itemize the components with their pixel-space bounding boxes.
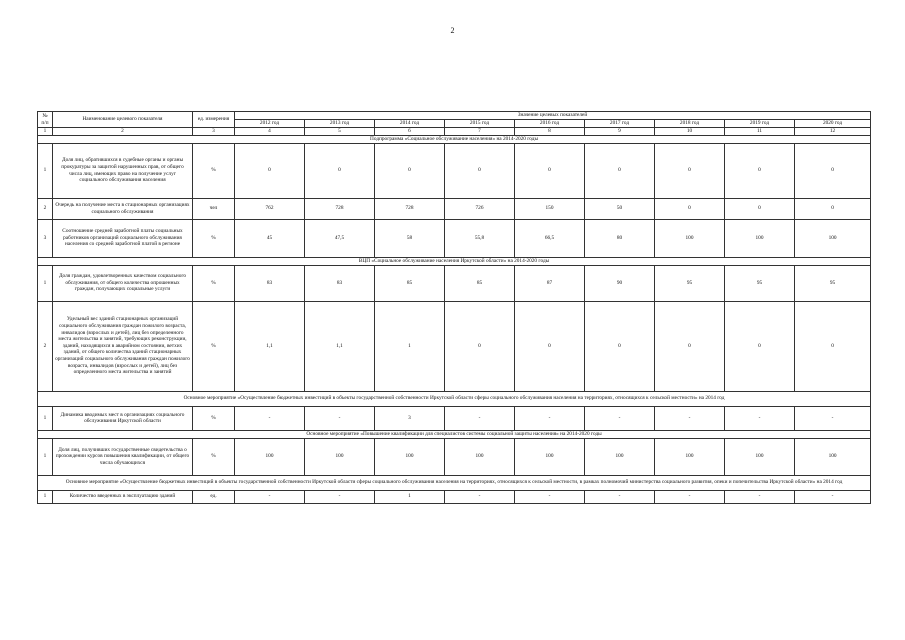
indicator-name: Динамика вводимых мест в организациях социального обслуживания Иркутской области [53,406,193,430]
year-header: 2019 год [725,120,795,128]
value-cell: 85 [375,265,445,301]
value-cell: 87 [515,265,585,301]
section-title-row [38,391,871,406]
column-number: 2 [53,128,193,136]
value-cell: 66,5 [515,219,585,257]
value-cell: - [445,490,515,503]
value-cell: - [725,406,795,430]
value-cell: 3 [375,406,445,430]
value-cell: 0 [445,143,515,198]
value-cell: 728 [305,198,375,219]
value-cell: 762 [235,198,305,219]
column-number: 9 [585,128,655,136]
header-unit: ед. измерения [193,112,235,128]
value-cell: 85 [445,265,515,301]
value-cell: 100 [795,438,871,475]
table-row [38,301,871,391]
indicator-name: Удельный вес зданий стационарных организаций социального обслуживания граждан пожилого возраста, инвалидов (взрослых и детей), лиц без определенного места жительства и занятий, требующих реконструкции, зданий, находящихся в аварийном состоянии, ветхих зданий, от общего количества зданий стационарных организаций социального обслуживания граждан пожилого возраста, инвалидов (взрослых и детей), лиц без определенного места жительства и занятий [53,301,193,391]
value-cell: - [235,406,305,430]
column-number: 1 [38,128,53,136]
value-cell: 1,1 [235,301,305,391]
value-cell: 58 [375,219,445,257]
header-values-title: Значение целевых показателей [235,112,871,120]
table-row [38,438,871,475]
table-row [38,143,871,198]
year-header: 2018 год [655,120,725,128]
value-cell: 728 [375,198,445,219]
year-header: 2015 год [445,120,515,128]
value-cell: 45 [235,219,305,257]
value-cell: 0 [655,198,725,219]
value-cell: - [655,406,725,430]
value-cell: 100 [445,438,515,475]
unit: % [193,301,235,391]
year-header: 2014 год [375,120,445,128]
header-num: № п/п [38,112,53,128]
value-cell: - [795,490,871,503]
column-number: 4 [235,128,305,136]
page-number: 2 [450,26,455,35]
column-number: 6 [375,128,445,136]
unit: % [193,265,235,301]
indicator-name: Доля лиц, обратившихся в судебные органы и органы прокуратуры за защитой нарушенных прав, от общего числа лиц, имеющих право на получение услуг социального обслуживания населения [53,143,193,198]
row-number: 3 [38,219,53,257]
value-cell: 83 [305,265,375,301]
table-row [38,406,871,430]
section-title-row [38,135,871,143]
table-row [38,265,871,301]
section-title-row [38,475,871,490]
value-cell: 0 [235,143,305,198]
unit: % [193,143,235,198]
column-numbers-row [38,128,871,136]
column-number: 7 [445,128,515,136]
year-header: 2012 год [235,120,305,128]
target-indicators-table [37,111,871,504]
value-cell: 50 [585,198,655,219]
value-cell: 0 [445,301,515,391]
column-number: 10 [655,128,725,136]
value-cell: 0 [655,301,725,391]
value-cell: 0 [655,143,725,198]
section-title: Основное мероприятие «Осуществление бюджетных инвестиций в объекты государственной собственности Иркутской области сферы социального обслуживания населения на территориях, относящихся к сельской местности, в рамках полномочий министерства социального развития, опеки и попечительства Иркутской области» на 2014 год [38,475,871,490]
row-number: 1 [38,143,53,198]
value-cell: 150 [515,198,585,219]
value-cell: 1,1 [305,301,375,391]
value-cell: 0 [725,198,795,219]
year-header: 2017 год [585,120,655,128]
year-header: 2013 год [305,120,375,128]
value-cell: 0 [585,301,655,391]
value-cell: 100 [515,438,585,475]
unit: чел [193,198,235,219]
value-cell: 100 [725,438,795,475]
indicator-name: Соотношение средней заработной платы социальных работников организаций социального обслуживания населения со средней заработной платой в регионе [53,219,193,257]
value-cell: 0 [515,143,585,198]
column-number: 8 [515,128,585,136]
table-row [38,198,871,219]
value-cell: 100 [585,438,655,475]
value-cell: 95 [795,265,871,301]
value-cell: - [725,490,795,503]
year-header: 2020 год [795,120,871,128]
value-cell: - [585,490,655,503]
row-number: 2 [38,301,53,391]
row-number: 1 [38,265,53,301]
section-title: Основное мероприятие «Повышение квалификации для специалистов системы социальной защиты населения» на 2014-2020 годы [38,430,871,438]
value-cell: 0 [795,301,871,391]
value-cell: 0 [725,301,795,391]
value-cell: 100 [655,438,725,475]
value-cell: 80 [585,219,655,257]
unit: % [193,438,235,475]
value-cell: 0 [725,143,795,198]
value-cell: - [235,490,305,503]
indicator-name: Доля граждан, удовлетворенных качеством социального обслуживания, от общего количества опрошенных граждан, получающих социальные услуги [53,265,193,301]
column-number: 3 [193,128,235,136]
value-cell: 55,8 [445,219,515,257]
value-cell: - [305,406,375,430]
indicator-name: Доля лиц, получивших государственные свидетельства о прохождении курсов повышения квалификации, от общего числа обучающихся [53,438,193,475]
value-cell: 47,5 [305,219,375,257]
value-cell: 100 [235,438,305,475]
header-name: Наименование целевого показателя [53,112,193,128]
value-cell: - [585,406,655,430]
value-cell: - [515,490,585,503]
column-number: 12 [795,128,871,136]
value-cell: - [305,490,375,503]
value-cell: 726 [445,198,515,219]
value-cell: 95 [725,265,795,301]
table-row [38,490,871,503]
table-row [38,219,871,257]
row-number: 1 [38,438,53,475]
section-title-row [38,430,871,438]
value-cell: 100 [655,219,725,257]
value-cell: 0 [305,143,375,198]
column-number: 5 [305,128,375,136]
section-title: ВЦП «Социальное обслуживание населения Иркутской области» на 2014-2020 годы [38,257,871,265]
value-cell: - [515,406,585,430]
row-number: 1 [38,490,53,503]
value-cell: 95 [655,265,725,301]
value-cell: 83 [235,265,305,301]
value-cell: 100 [725,219,795,257]
value-cell: - [445,406,515,430]
value-cell: - [795,406,871,430]
section-title: Основное мероприятие «Осуществление бюджетных инвестиций в объекты государственной собственности Иркутской области сферы социального обслуживания населения на территориях, относящихся к сельской местности» на 2014 год [38,391,871,406]
value-cell: 0 [795,198,871,219]
section-title-row [38,257,871,265]
indicator-name: Количество введенных в эксплуатацию зданий [53,490,193,503]
value-cell: 90 [585,265,655,301]
value-cell: - [655,490,725,503]
value-cell: 1 [375,490,445,503]
value-cell: 100 [375,438,445,475]
year-header: 2016 год [515,120,585,128]
value-cell: 0 [795,143,871,198]
value-cell: 100 [795,219,871,257]
column-number: 11 [725,128,795,136]
value-cell: 0 [515,301,585,391]
row-number: 1 [38,406,53,430]
unit: ед. [193,490,235,503]
unit: % [193,406,235,430]
value-cell: 1 [375,301,445,391]
header-row [38,112,871,120]
value-cell: 100 [305,438,375,475]
value-cell: 0 [585,143,655,198]
row-number: 2 [38,198,53,219]
section-title: Подпрограмма «Социальное обслуживание населения» на 2014-2020 годы [38,135,871,143]
indicator-name: Очередь на получение места в стационарных организациях социального обслуживания [53,198,193,219]
unit: % [193,219,235,257]
value-cell: 0 [375,143,445,198]
